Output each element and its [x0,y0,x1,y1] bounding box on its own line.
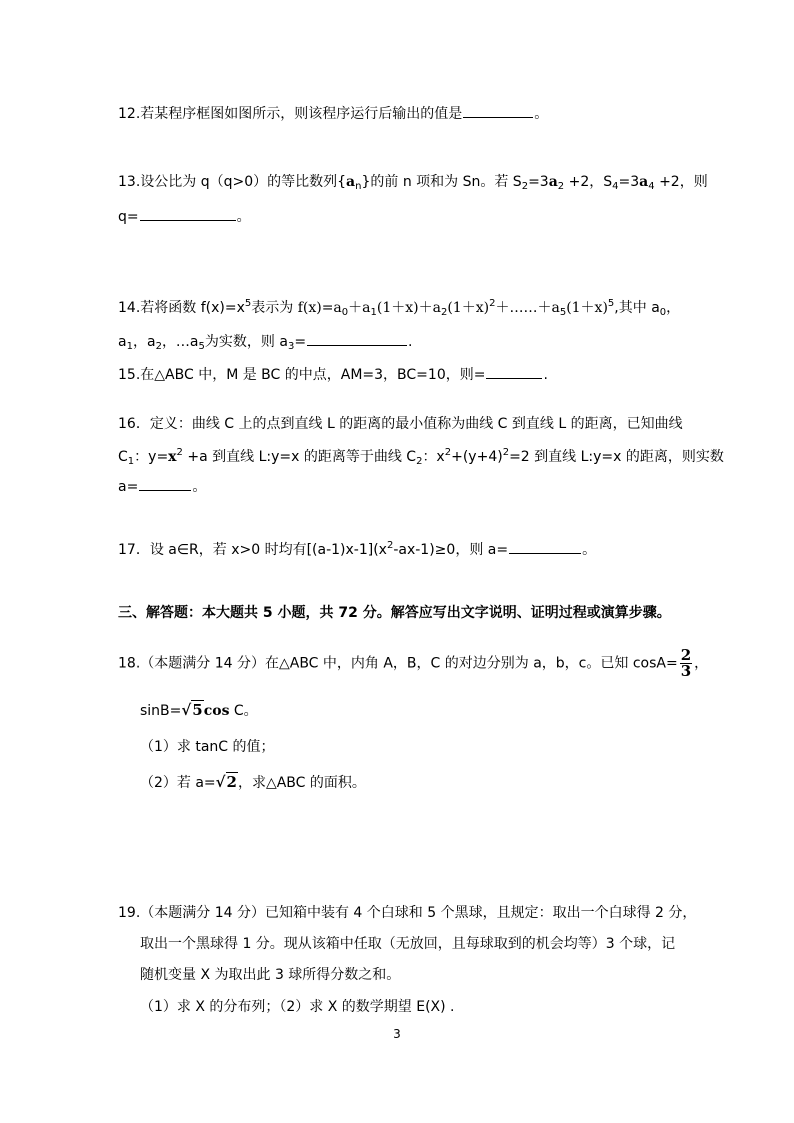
question-16-line2: $C_1$：$y=x^2 +a$ 到直线 L:y=x 的距离等于曲线 $C_2$：$x^2+(y+4)^2=2$ 到直线 L:y=x 的距离，则实数 [118,447,724,467]
question-16-line3: a= 。 [118,476,206,497]
question-13-line2: q= 。 [118,206,251,227]
section-heading: 三、解答题：本大题共 5 小题，共 72 分。解答应写出文字说明、证明过程或演算步骤。 [118,605,671,621]
question-18-line1: 18.（本题满分 14 分）在△ABC 中，内角 A，B，C 的对边分别为 a，b，c。已知 cosA= $\frac{2}{3}$ ， [118,646,709,680]
question-19-line3: 随机变量 X 为取出此 3 球所得分数之和。 [140,967,401,983]
question-13-line1: 13.设公比为 q（q>0）的等比数列$\{a_n\}$的前 n 项和为 Sn。若 $S_2=3a_2 +2$，$S_4=3a_4 +2$，则 [118,174,708,192]
question-12: 12.若某程序框图如图所示，则该程序运行后输出的值是 。 [118,103,548,124]
question-18-line2: sinB=√5cos C。 [140,701,258,719]
fraction-two-thirds: $\frac{2}{3}$ [680,646,692,680]
answer-blank [463,103,533,118]
question-19-line1: 19.（本题满分 14 分）已知箱中装有 4 个白球和 5 个黑球，且规定：取出一个白球得 2 分， [118,905,697,921]
question-16-line1: 16．定义：曲线 C 上的点到直线 L 的距离的最小值称为曲线 C 到直线 L 的距离，已知曲线 [118,416,683,432]
question-17: 17．设 a∈R，若 x>0 时均有$[(a-1)x-1](x^2-ax-1)\ge 0$，则 a= 。 [118,540,597,558]
page-number: 3 [393,1027,401,1041]
sqrt-5: √5 [181,701,203,719]
answer-blank [140,206,236,221]
answer-blank [486,364,542,379]
question-14-line1: 14.若将函数 $f(x)=x^5$表示为 $f(x)=a_0+a_1(1+x)+a_2(1+x)^2+\dots\dots+a_5(1+x)^5$,其中 $a_0$， [118,298,681,318]
question-15: 15.在△ABC 中，M 是 BC 的中点，AM=3，BC=10，则= . [118,364,548,385]
answer-blank [139,476,191,491]
question-19-line4: （1）求 X 的分布列；（2）求 X 的数学期望 E(X) . [140,999,455,1015]
question-18-part2: （2）若 a=√2，求△ABC 的面积。 [140,773,366,791]
question-18-part1: （1）求 tanC 的值； [140,739,275,755]
sqrt-2: √2 [215,773,237,791]
answer-blank [307,331,407,346]
answer-blank [509,539,581,554]
question-19-line2: 取出一个黑球得 1 分。现从该箱中任取（无放回，且每球取到的机会均等）3 个球，记 [140,936,676,952]
question-14-line2: $a_1$，$a_2$，$\dots a_5$为实数，则 $a_3=$ . [118,331,413,352]
